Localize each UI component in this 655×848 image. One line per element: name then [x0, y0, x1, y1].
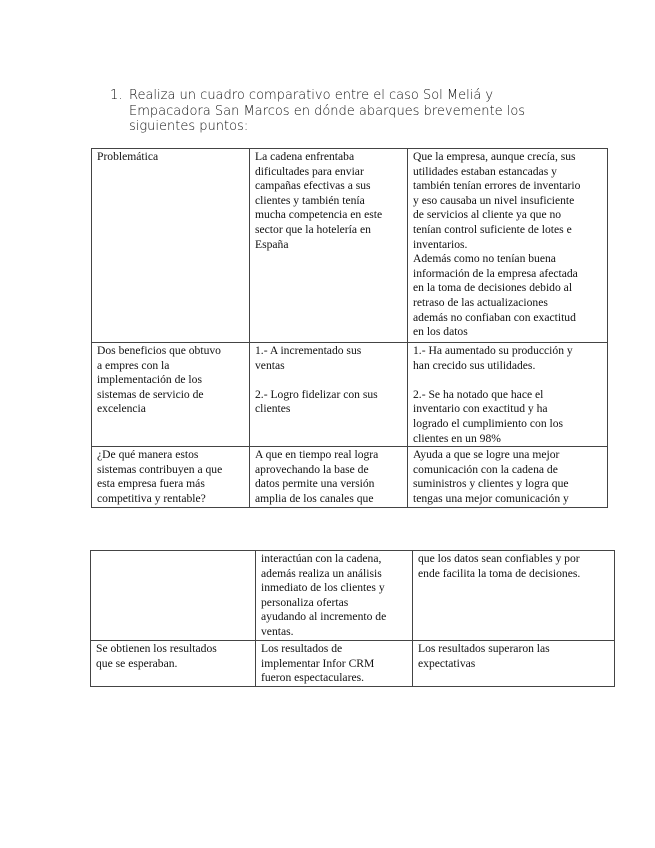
sol-melia-cell: A que en tiempo real logra aprovechando la base de datos permite una versión amplia de los canales que — [250, 447, 408, 507]
san-marcos-cell: Los resultados superaron las expectativas — [413, 641, 615, 687]
san-marcos-cell: que los datos sean confiables y por ende facilita la toma de decisiones. — [413, 551, 615, 641]
sol-melia-cell: Los resultados de implementar Infor CRM fueron espectaculares. — [256, 641, 413, 687]
table-row — [91, 641, 615, 687]
row-label-cell: ¿De qué manera estos sistemas contribuyen a que esta empresa fuera más competitiva y rentable? — [92, 447, 250, 507]
sol-melia-cell: 1.- A incrementado sus ventas 2.- Logro fidelizar con sus clientes — [250, 343, 408, 447]
question-block — [110, 88, 540, 135]
question-number: 1. — [110, 88, 123, 103]
row-label-cell: Problemática — [92, 149, 250, 343]
sol-melia-cell: La cadena enfrentaba dificultades para enviar campañas efectivas a sus clientes y también tenía mucha competencia en este sector que la hotelería en España — [250, 149, 408, 343]
table-row — [92, 343, 608, 447]
row-label-cell: Dos beneficios que obtuvo a empres con la implementación de los sistemas de servicio de excelencia — [92, 343, 250, 447]
table-row — [92, 149, 608, 343]
row-label-cell — [91, 551, 256, 641]
san-marcos-cell: 1.- Ha aumentado su producción y han crecido sus utilidades. 2.- Se ha notado que hace el inventario con exactitud y ha logrado el cumplimiento con los clientes en un 98% — [408, 343, 608, 447]
sol-melia-cell: interactúan con la cadena, además realiza un análisis inmediato de los clientes y personaliza ofertas ayudando al incremento de ventas. — [256, 551, 413, 641]
comparison-table-page2 — [90, 550, 615, 687]
san-marcos-cell: Que la empresa, aunque crecía, sus utilidades estaban estancadas y también tenían errores de inventario y eso causaba un nivel insuficiente de servicios al cliente ya que no tenían control suficiente de lotes e inventarios. Además como no tenían buena información de la empresa afectada en la toma de decisiones debido al retraso de las actualizaciones además no confiaban con exactitud en los datos — [408, 149, 608, 343]
row-label-cell: Se obtienen los resultados que se esperaban. — [91, 641, 256, 687]
question-text: Realiza un cuadro comparativo entre el caso Sol Meliá y Empacadora San Marcos en dónde abarques brevemente los siguientes puntos: — [129, 88, 526, 134]
san-marcos-cell: Ayuda a que se logre una mejor comunicación con la cadena de suministros y clientes y logra que tengas una mejor comunicación y — [408, 447, 608, 507]
table-row — [92, 447, 608, 507]
comparison-table-page1 — [91, 148, 608, 508]
table-row — [91, 551, 615, 641]
